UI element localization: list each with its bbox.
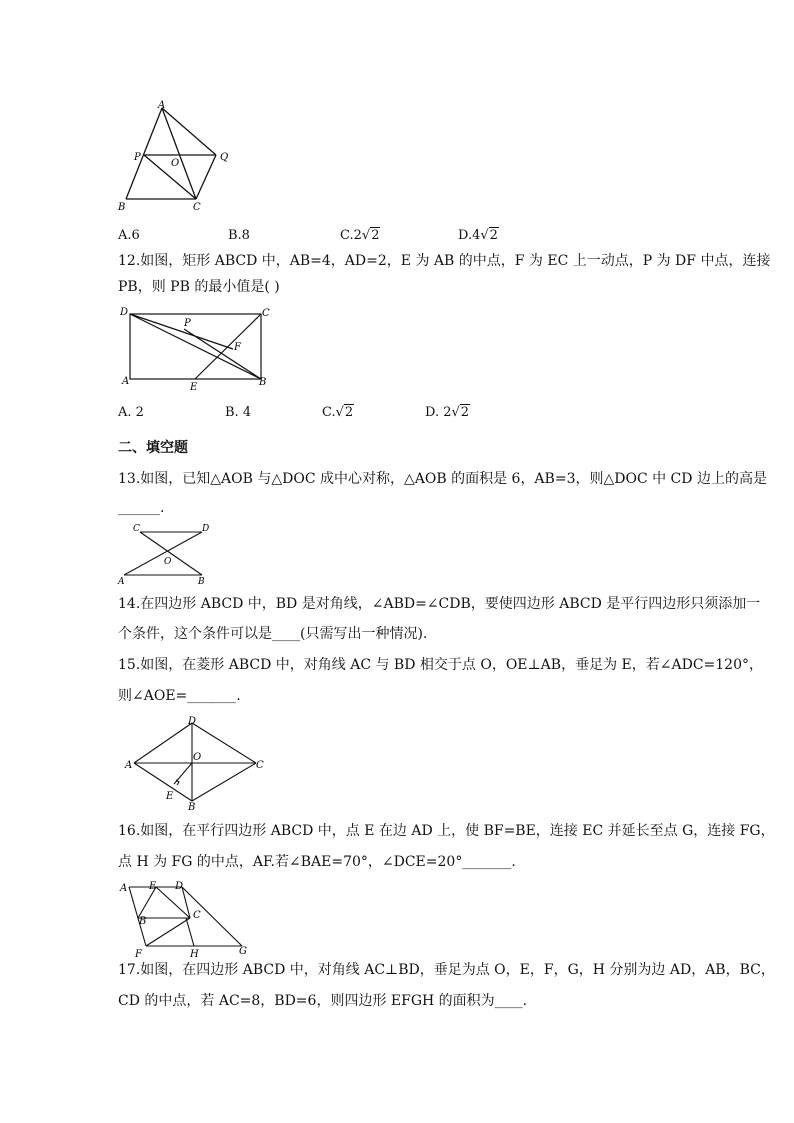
label-O: O [171,158,180,169]
label-P: P [184,318,191,329]
label-C: C [262,308,270,319]
label-C: C [256,760,264,771]
figure-q12 [118,303,278,395]
sqrt-sign: √ [451,405,460,420]
q12-option-c [322,403,354,423]
figure-q16 [116,878,256,960]
q11-option-a: A.6 [118,228,140,243]
section-title-fill-in: 二、填空题 [118,440,188,456]
label-E: E [190,382,198,393]
q15-line-1: 15.如图，在菱形 ABCD 中，对角线 AC 与 BD 相交于点 O，OE⊥AB，垂足为 E，若∠ADC=120°， [118,657,763,673]
label-F: F [234,342,241,353]
sqrt-sign: √ [480,228,489,243]
q13-line-2: ______. [118,500,165,516]
label-H: H [190,949,199,960]
label-B: B [139,916,147,927]
q11-option-c-radicand: 2 [371,228,380,243]
label-E: E [149,881,157,892]
label-O: O [193,752,202,763]
q12-option-c-prefix: C. [322,405,336,420]
label-A: A [158,100,166,111]
q15-line-2: 则∠AOE=_______. [118,688,241,704]
label-C: C [193,202,201,213]
q11-option-d [458,226,499,246]
label-O: O [164,557,172,567]
q12-line-2: PB，则 PB 的最小值是( ) [118,279,280,295]
figure-q11 [112,98,242,216]
q16-line-1: 16.如图，在平行四边形 ABCD 中，点 E 在边 AD 上，使 BF=BE，连接 EC 并延长至点 G，连接 FG， [118,823,775,839]
label-C: C [193,910,201,921]
q12-option-d-prefix: D. 2 [425,405,452,420]
sqrt-sign: √ [335,405,344,420]
q11-option-b: B.8 [228,228,250,243]
label-D: D [120,307,129,318]
q13-line-1: 13.如图，已知△AOB 与△DOC 成中心对称，△AOB 的面积是 6，AB=3，则△DOC 中 CD 边上的高是 [118,471,767,487]
label-B: B [118,202,126,213]
label-A: A [120,883,128,894]
label-B: B [259,377,267,388]
q12-option-b: B. 4 [225,405,252,420]
q11-option-d-prefix: D.4 [458,228,481,243]
q17-line-2: CD 的中点，若 AC=8，BD=6，则四边形 EFGH 的面积为____. [118,993,528,1009]
label-B: B [188,802,196,812]
q12-option-d [425,403,470,423]
q16-line-2: 点 H 为 FG 的中点，AF.若∠BAE=70°，∠DCE=20°_______. [118,854,516,870]
label-G: G [239,946,247,957]
q14-line-1: 14.在四边形 ABCD 中，BD 是对角线，∠ABD=∠CDB，要使四边形 ABCD 是平行四边形只须添加一 [118,596,761,612]
label-A: A [122,376,130,387]
label-D: D [202,524,210,534]
sqrt-sign: √ [361,228,371,243]
label-F: F [135,949,142,960]
q11-option-c-prefix: C.2 [340,228,362,243]
q11-option-c [340,226,380,246]
q12-option-c-radicand: 2 [344,405,354,420]
label-E: E [166,791,174,802]
q12-option-d-radicand: 2 [460,405,470,420]
figure-q13 [116,520,224,586]
label-A: A [125,760,133,771]
label-A: A [118,577,125,586]
q12-line-1: 12.如图，矩形 ABCD 中，AB=4，AD=2，E 为 AB 的中点，F 为 EC 上一动点，P 为 DF 中点，连接 [118,253,771,269]
label-D: D [188,716,197,727]
q14-line-2: 个条件，这个条件可以是____(只需写出一种情况). [118,626,428,642]
q12-option-a: A. 2 [118,405,144,420]
label-D: D [175,881,184,892]
label-C: C [133,524,140,534]
label-P: P [134,152,141,163]
label-B: B [198,577,205,586]
label-Q: Q [220,152,229,163]
q11-option-d-radicand: 2 [489,228,498,243]
figure-q15 [118,712,268,812]
q17-line-1: 17.如图，在四边形 ABCD 中，对角线 AC⊥BD，垂足为点 O，E，F，G，H 分别为边 AD，AB，BC， [118,962,775,978]
